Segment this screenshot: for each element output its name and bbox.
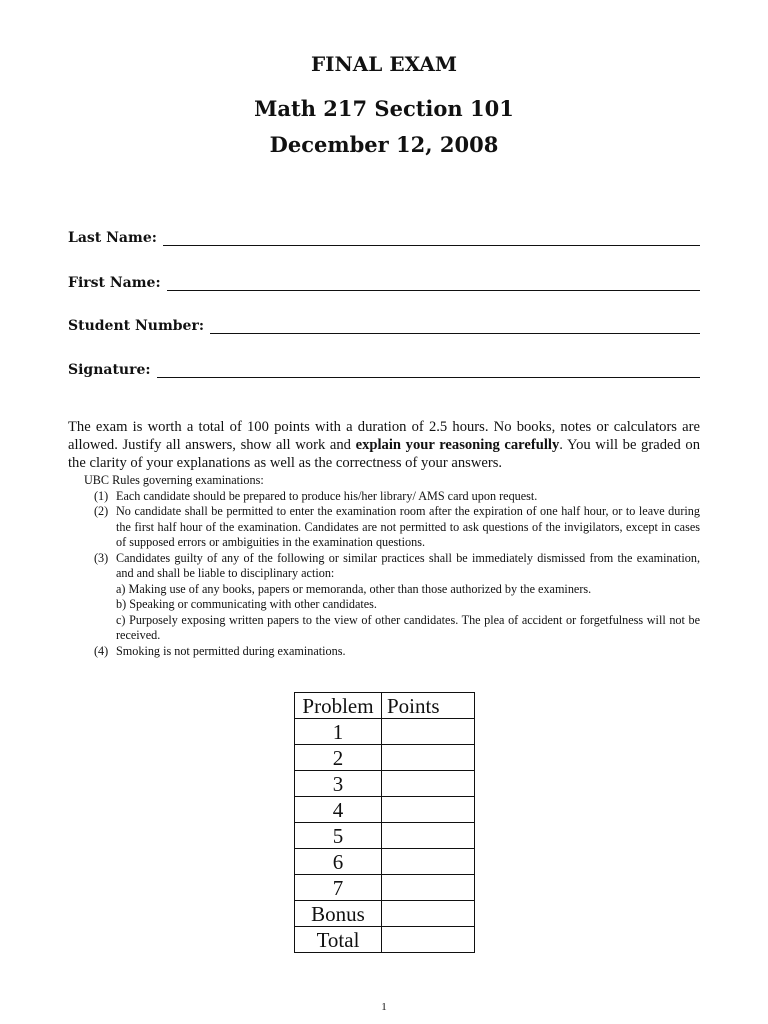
signature-line[interactable] bbox=[157, 365, 700, 378]
rule-number: (1) bbox=[94, 488, 109, 503]
student-number-field[interactable] bbox=[68, 318, 700, 334]
table-row bbox=[295, 875, 475, 901]
rule-item bbox=[84, 644, 700, 660]
table-row bbox=[295, 823, 475, 849]
first-name-line[interactable] bbox=[167, 278, 700, 291]
rule-text-group bbox=[116, 551, 700, 644]
first-name-field[interactable] bbox=[68, 275, 700, 291]
problem-cell: 7 bbox=[295, 875, 382, 901]
problem-cell: 3 bbox=[295, 771, 382, 797]
points-cell[interactable] bbox=[382, 719, 475, 745]
rule-number: (2) bbox=[94, 504, 109, 518]
points-cell[interactable] bbox=[382, 797, 475, 823]
course-title: Math 217 Section 101 bbox=[254, 96, 514, 121]
exam-date: December 12, 2008 bbox=[269, 132, 499, 157]
rule-item bbox=[84, 551, 700, 644]
page-number: 1 bbox=[381, 1001, 387, 1013]
points-cell[interactable] bbox=[382, 901, 475, 927]
problem-cell: 6 bbox=[295, 849, 382, 875]
problem-column-header: Problem bbox=[295, 693, 382, 719]
last-name-field[interactable] bbox=[68, 230, 700, 246]
instructions-emphasis: explain your reasoning carefully bbox=[355, 437, 560, 453]
instructions-part2: . You will be graded on the clarity of your explanations as well as the correctness of your answers. bbox=[68, 437, 700, 471]
exam-title: FINAL EXAM bbox=[310, 52, 458, 76]
rule-subitem: c) Purposely exposing written papers to the view of other candidates. The plea of accident or forgetfulness will not be received. bbox=[116, 612, 700, 642]
exam-rules bbox=[84, 473, 700, 659]
table-row bbox=[295, 849, 475, 875]
points-cell[interactable] bbox=[382, 823, 475, 849]
last-name-line[interactable] bbox=[163, 233, 700, 246]
rules-heading: UBC Rules governing examinations: bbox=[84, 473, 264, 487]
rule-number: (3) bbox=[94, 550, 109, 565]
rule-subitem: a) Making use of any books, papers or memoranda, other than those authorized by the examiners. bbox=[116, 581, 592, 596]
problem-cell: 1 bbox=[295, 719, 382, 745]
student-number-label: Student Number: bbox=[68, 318, 205, 334]
rule-text: Each candidate should be prepared to produce his/her library/ AMS card upon request. bbox=[116, 488, 538, 503]
table-row bbox=[295, 797, 475, 823]
first-name-label: First Name: bbox=[68, 275, 161, 291]
rule-subitem: b) Speaking or communicating with other candidates. bbox=[116, 597, 377, 611]
points-cell[interactable] bbox=[382, 849, 475, 875]
problem-cell: 4 bbox=[295, 797, 382, 823]
rule-item bbox=[84, 489, 700, 505]
table-row bbox=[295, 719, 475, 745]
table-row bbox=[295, 771, 475, 797]
table-row bbox=[295, 927, 475, 953]
rule-number: (4) bbox=[94, 643, 109, 658]
rule-text: No candidate shall be permitted to enter the examination room after the expiration of one half hour, or to leave during the first half hour of the examination. Candidates are not permitted to ask questions of the invigilators, except in cases of supposed errors or ambiguities in the examination questions. bbox=[116, 504, 700, 549]
last-name-label: Last Name: bbox=[68, 230, 157, 246]
rule-text: Smoking is not permitted during examinations. bbox=[116, 643, 346, 658]
exam-instructions bbox=[68, 418, 700, 472]
problem-cell: Total bbox=[295, 927, 382, 953]
signature-label: Signature: bbox=[68, 362, 151, 378]
points-column-header: Points bbox=[382, 693, 475, 719]
table-row bbox=[295, 745, 475, 771]
table-row bbox=[295, 901, 475, 927]
problem-cell: 2 bbox=[295, 745, 382, 771]
rule-item bbox=[84, 504, 700, 551]
points-cell[interactable] bbox=[382, 771, 475, 797]
rule-text: Candidates guilty of any of the following or similar practices shall be immediately dismissed from the examination, and and shall be liable to disciplinary action: bbox=[116, 550, 700, 580]
instructions-part1: The exam is worth a total of 100 points with a duration of 2.5 hours. No books, notes or calculators are allowed. Justify all answers, show all work and bbox=[68, 419, 700, 453]
score-table bbox=[294, 692, 475, 953]
student-number-line[interactable] bbox=[210, 321, 700, 334]
points-cell[interactable] bbox=[382, 745, 475, 771]
score-table-header bbox=[295, 693, 475, 719]
signature-field[interactable] bbox=[68, 362, 700, 378]
points-cell[interactable] bbox=[382, 927, 475, 953]
problem-cell: 5 bbox=[295, 823, 382, 849]
problem-cell: Bonus bbox=[295, 901, 382, 927]
points-cell[interactable] bbox=[382, 875, 475, 901]
